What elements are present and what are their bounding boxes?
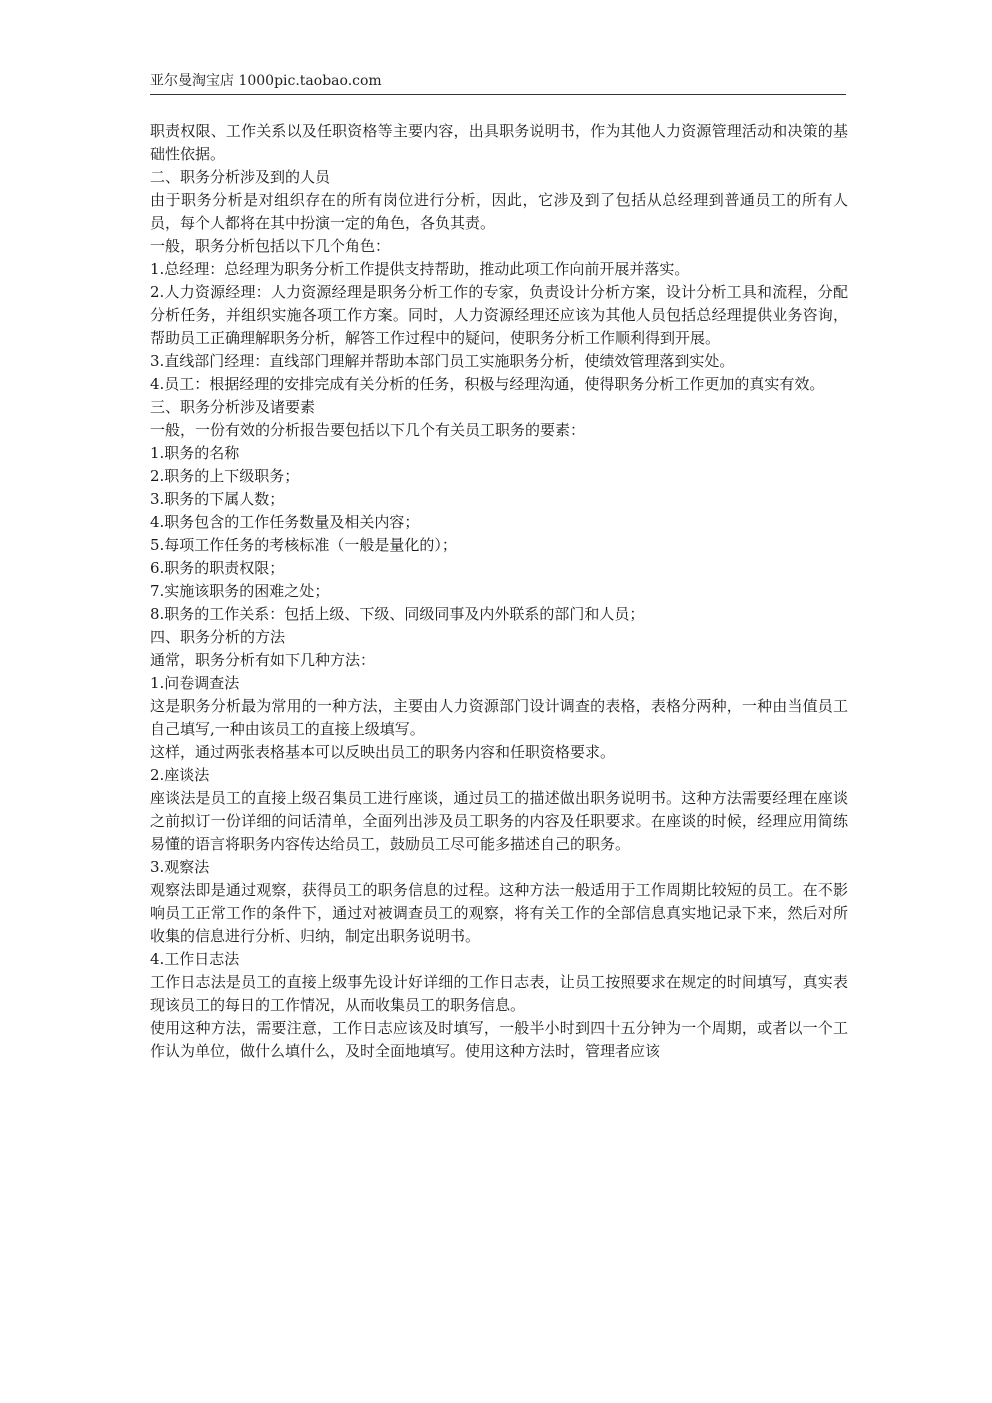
section-heading: 三、职务分析涉及诸要素 [150,398,316,416]
list-item: 3.职务的下属人数； [150,490,285,508]
subsection-heading: 2.座谈法 [150,766,210,784]
subsection-heading: 3.观察法 [150,858,210,876]
paragraph: 职责权限、工作关系以及任职资格等主要内容，出具职务说明书，作为其他人力资源管理活动和决策的基础性依据。 [150,122,848,163]
subsection-heading: 1.问卷调查法 [150,674,240,692]
subsection-heading: 4.工作日志法 [150,950,240,968]
list-item: 5.每项工作任务的考核标准（一般是量化的）； [150,536,457,554]
list-item: 2.职务的上下级职务； [150,467,300,485]
paragraph: 使用这种方法，需要注意，工作日志应该及时填写，一般半小时到四十五分钟为一个周期，或者以一个工作认为单位，做什么填什么，及时全面地填写。使用这种方法时，管理者应该 [150,1019,848,1060]
paragraph: 通常，职务分析有如下几种方法： [150,651,376,669]
list-item: 4.员工：根据经理的安排完成有关分析的任务，积极与经理沟通，使得职务分析工作更加的真实有效。 [150,375,825,393]
list-item: 2.人力资源经理：人力资源经理是职务分析工作的专家，负责设计分析方案，设计分析工具和流程，分配分析任务，并组织实施各项工作方案。同时，人力资源经理还应该为其他人员包括总经理提供业务咨询，帮助员工正确理解职务分析，解答工作过程中的疑问，使职务分析工作顺利得到开展。 [150,283,848,347]
paragraph: 座谈法是员工的直接上级召集员工进行座谈，通过员工的描述做出职务说明书。这种方法需要经理在座谈之前拟订一份详细的问话清单，全面列出涉及员工职务的内容及任职要求。在座谈的时候，经理应用简练易懂的语言将职务内容传达给员工，鼓励员工尽可能多描述自己的职务。 [150,789,848,853]
list-item: 3.直线部门经理：直线部门理解并帮助本部门员工实施职务分析，使绩效管理落到实处。 [150,352,735,370]
paragraph: 这是职务分析最为常用的一种方法，主要由人力资源部门设计调查的表格，表格分两种，一种由当值员工自己填写,一种由该员工的直接上级填写。 [150,697,848,738]
paragraph: 观察法即是通过观察，获得员工的职务信息的过程。这种方法一般适用于工作周期比较短的员工。在不影响员工正常工作的条件下，通过对被调查员工的观察，将有关工作的全部信息真实地记录下来，然后对所收集的信息进行分析、归纳，制定出职务说明书。 [150,881,848,945]
list-item: 6.职务的职责权限； [150,559,285,577]
paragraph: 工作日志法是员工的直接上级事先设计好详细的工作日志表，让员工按照要求在规定的时间填写，真实表现该员工的每日的工作情况，从而收集员工的职务信息。 [150,973,848,1014]
list-item: 1.职务的名称 [150,444,240,462]
paragraph: 这样，通过两张表格基本可以反映出员工的职务内容和任职资格要求。 [150,743,616,761]
list-item: 1.总经理：总经理为职务分析工作提供支持帮助，推动此项工作向前开展并落实。 [150,260,690,278]
section-heading: 四、职务分析的方法 [150,628,286,646]
list-item: 4.职务包含的工作任务数量及相关内容； [150,513,420,531]
paragraph: 由于职务分析是对组织存在的所有岗位进行分析，因此，它涉及到了包括从总经理到普通员工的所有人员，每个人都将在其中扮演一定的角色，各负其责。 [150,191,848,232]
page-header [150,72,846,95]
list-item: 7.实施该职务的困难之处； [150,582,330,600]
paragraph: 一般，职务分析包括以下几个角色： [150,237,391,255]
section-heading: 二、职务分析涉及到的人员 [150,168,331,186]
header-text: 亚尔曼淘宝店 1000pic.taobao.com [150,73,382,89]
document-body [150,120,848,1063]
paragraph: 一般，一份有效的分析报告要包括以下几个有关员工职务的要素： [150,421,586,439]
list-item: 8.职务的工作关系：包括上级、下级、同级同事及内外联系的部门和人员； [150,605,645,623]
